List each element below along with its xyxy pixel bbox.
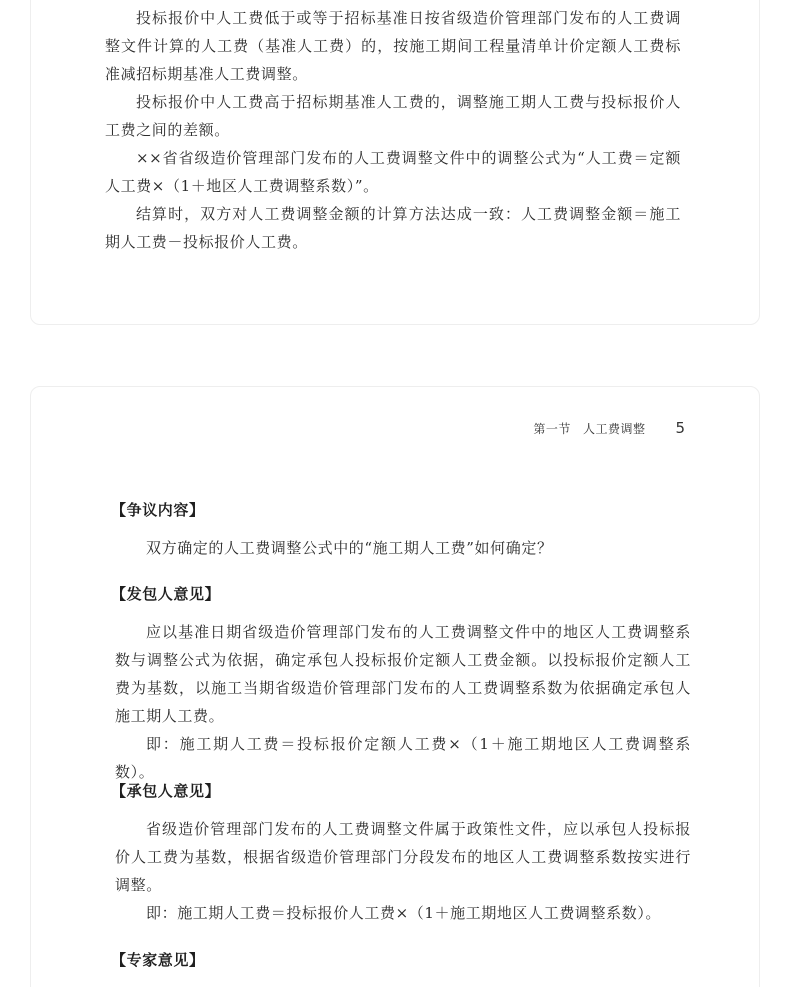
employer-opinion-paragraph: 应以基准日期省级造价管理部门发布的人工费调整文件中的地区人工费调整系数与调整公式为依据，确定承包人投标报价定额人工费金额。以投标报价定额人工费为基数，以施工当期省级造价管理部门发布的人工费调整系数为依据确定承包人施工期人工费。 — [115, 623, 691, 725]
dispute-body: 双方确定的人工费调整公式中的“施工期人工费”如何确定？ — [146, 539, 553, 557]
employer-opinion-formula: 即：施工期人工费＝投标报价定额人工费×（1＋施工期地区人工费调整系数）。 — [115, 735, 691, 781]
contractor-opinion-heading: 【承包人意见】 — [111, 782, 221, 800]
page-number: 5 — [675, 419, 685, 437]
expert-opinion-heading: 【专家意见】 — [111, 951, 205, 969]
paragraph: ××省省级造价管理部门发布的人工费调整文件中的调整公式为“人工费＝定额人工费×（1＋地区人工费调整系数）”。 — [105, 149, 681, 195]
running-header — [533, 419, 685, 437]
paragraph: 结算时，双方对人工费调整金额的计算方法达成一致：人工费调整金额＝施工期人工费－投标报价人工费。 — [105, 205, 681, 251]
contractor-opinion-formula: 即：施工期人工费＝投标报价人工费×（1＋施工期地区人工费调整系数）。 — [146, 904, 662, 922]
running-header-section: 第一节 — [533, 422, 571, 436]
running-header-title: 人工费调整 — [582, 422, 646, 436]
paragraph: 投标报价中人工费高于招标期基准人工费的，调整施工期人工费与投标报价人工费之间的差额。 — [105, 93, 681, 139]
dispute-heading: 【争议内容】 — [111, 501, 205, 519]
paragraph: 投标报价中人工费低于或等于招标基准日按省级造价管理部门发布的人工费调整文件计算的人工费（基准人工费）的，按施工期间工程量清单计价定额人工费标准减招标期基准人工费调整。 — [105, 9, 681, 83]
employer-opinion-heading: 【发包人意见】 — [111, 585, 221, 603]
previous-page-card — [30, 0, 760, 325]
page-card-5 — [30, 386, 760, 987]
contractor-opinion-paragraph: 省级造价管理部门发布的人工费调整文件属于政策性文件，应以承包人投标报价人工费为基数，根据省级造价管理部门分段发布的地区人工费调整系数按实进行调整。 — [115, 820, 691, 894]
